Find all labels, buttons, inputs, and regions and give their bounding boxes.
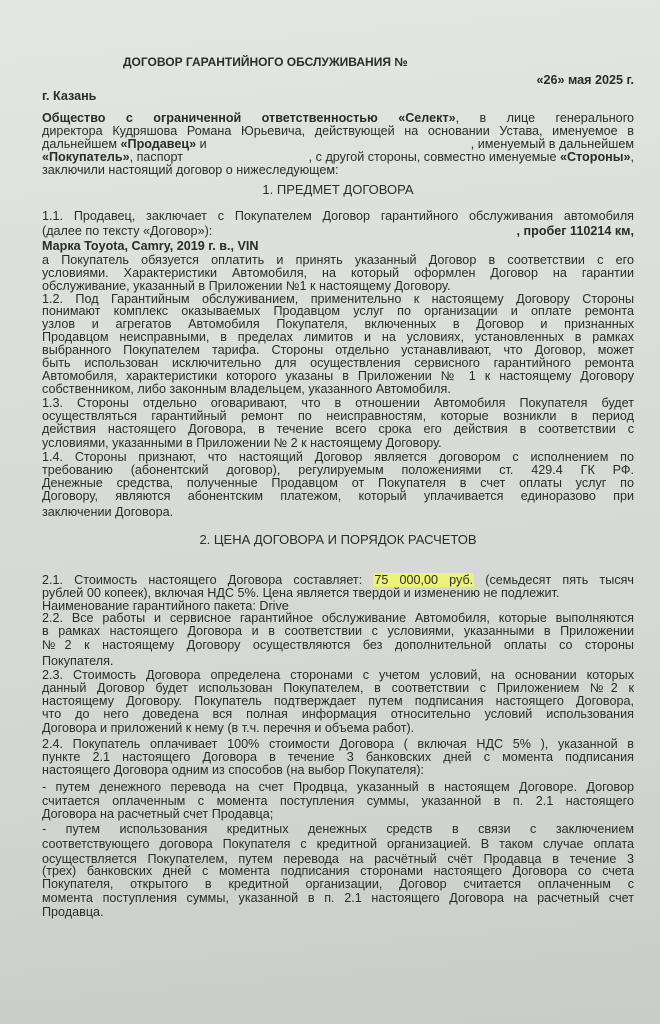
text-segment: 2. ЦЕНА ДОГОВОРА И ПОРЯДОК РАСЧЕТОВ (199, 532, 477, 547)
text-segment: а Покупатель обязуется оплатить и принять указанный Договор в соответствии с его (42, 253, 634, 267)
text-line (42, 681, 634, 695)
text-segment: «26» мая 2025 г. (536, 73, 634, 87)
bold-text: Марка Toyota, Camry, 2019 г. в., VIN (42, 239, 259, 253)
text-line (42, 489, 634, 503)
text-line (42, 209, 634, 223)
text-segment: момента поступления суммы, указанной в п. 2.1 настоящего Договора на расчетный счет (42, 891, 634, 905)
text-segment: обслуживание, указанный в Приложении №1 к настоящему Договору. (42, 279, 451, 293)
text-line (42, 638, 634, 652)
text-segment: Договору, являются абонентским платежом, который уплачивается единоразово при (42, 489, 634, 503)
text-segment: Договора на расчетный счет Продавца; (42, 807, 274, 821)
text-line (42, 586, 634, 600)
text-segment: условиями, указанными в Приложении № 2 к настоящему Договору. (42, 436, 442, 450)
text-line (42, 707, 634, 721)
text-line (42, 343, 634, 357)
text-segment: 1.1. Продавец, заключает с Покупателем Договор гарантийного обслуживания автомобиля (42, 209, 634, 223)
text-line (42, 794, 634, 808)
text-segment: и (196, 137, 207, 151)
text-segment: 1. ПРЕДМЕТ ДОГОВОРА (262, 182, 414, 197)
text-segment: считается оплаченным с момента поступления суммы, указанной в п. 2.1 настоящего (42, 794, 634, 808)
text-line (42, 137, 634, 151)
section-heading (42, 183, 634, 197)
text-line (42, 422, 634, 436)
text-segment: настоящего Договора одним из способов (на выбор Покупателя): (42, 763, 425, 777)
text-segment: заключении Договора. (42, 505, 174, 519)
text-segment: , (630, 150, 634, 164)
text-line (42, 463, 634, 477)
text-segment: ДОГОВОР ГАРАНТИЙНОГО ОБСЛУЖИВАНИЯ № (123, 55, 408, 69)
bold-text: , пробег 110214 км, (516, 224, 634, 238)
text-segment: настоящему Договору. Покупатель подтверждает путем подписания настоящего Договора, (42, 694, 634, 708)
text-line (42, 573, 634, 587)
text-segment: 1.2. Под Гарантийным обслуживанием, применительно к настоящему Договору Стороны (42, 292, 634, 306)
text-segment: дальнейшем (42, 137, 121, 151)
line-left (42, 224, 212, 238)
text-line (42, 763, 634, 777)
text-line (42, 721, 634, 735)
text-line (42, 822, 634, 836)
city (42, 89, 634, 103)
text-segment: , именуемый в дальнейшем (470, 137, 634, 151)
bold-text: «Покупатель» (42, 150, 130, 164)
text-segment: понимают комплекс оказываемых Продавцом услуг по организации и оплате ремонта (42, 304, 634, 318)
text-segment: в рамках настоящего Договора и в соответствии с условиями, указанными в Приложении (42, 624, 634, 638)
line-left (42, 150, 183, 164)
text-line (42, 396, 634, 410)
text-segment: , с другой стороны, совместно именуемые (308, 150, 560, 164)
highlighted-price: 75 000,00 руб. (374, 573, 474, 587)
bold-text: «Стороны» (559, 150, 631, 164)
text-line (42, 163, 634, 177)
text-segment: 2.3. Стоимость Договора определена сторонами с учетом условий, на основании которых (42, 668, 634, 682)
text-segment: 2.4. Покупатель оплачивает 100% стоимости Договора ( включая НДС 5% ), указанной в (42, 737, 634, 751)
text-line (42, 864, 634, 878)
text-segment: - путем использования кредитных денежных средств в связи с заключением (42, 822, 634, 836)
text-segment: что до него доведена вся полная информация относительно условий использования (42, 707, 634, 721)
text-line (42, 266, 634, 280)
text-segment: Автомобиля, характеристики которого указаны в Приложении № 1 к настоящему Договору (42, 369, 634, 383)
section-heading (42, 533, 634, 547)
text-line (42, 409, 634, 423)
text-segment: соответствующего договора Покупателя с кредитной организацией. В таком случае оплата (42, 837, 634, 851)
line-left (42, 137, 207, 151)
text-segment: условиями. Характеристики Автомобиля, на который оформлен Договор на гарантии (42, 266, 634, 280)
text-line (42, 304, 634, 318)
text-line (42, 654, 634, 668)
text-segment: (семьдесят пять тысяч (474, 573, 634, 587)
text-segment: директора Кудряшова Романа Юрьевича, действующей на основании Устава, именуемое в (42, 124, 634, 138)
text-segment: , паспорт (129, 150, 184, 164)
text-segment: Наименование гарантийного пакета: Drive (42, 599, 289, 613)
bold-text: «Продавец» (120, 137, 197, 151)
text-line (42, 624, 634, 638)
text-line (42, 224, 634, 238)
text-line (42, 436, 634, 450)
line-right (309, 150, 634, 164)
text-line (42, 905, 634, 919)
text-segment: осуществляется Покупателем, путем перевода на расчётный счёт Продавца в течение 3 (42, 852, 634, 866)
text-segment: данный Договор будет использован Покупателем, в соответствии с Приложением №2 к (42, 681, 634, 695)
text-line (42, 611, 634, 625)
text-segment: действия настоящего Договора, в течение всего срока его действия в соответствии с (42, 422, 634, 436)
text-line (42, 877, 634, 891)
text-line (42, 737, 634, 751)
text-segment: быть использован исключительно для осуществления сервисного гарантийного ремонта (42, 356, 634, 370)
text-line (42, 356, 634, 370)
text-line (42, 330, 634, 344)
text-line (42, 668, 634, 682)
line-right (471, 137, 634, 151)
text-line (42, 239, 634, 253)
text-line (42, 279, 634, 293)
document-title (123, 55, 408, 69)
text-segment: - путем денежного перевода на счет Продвца, указанный в настоящем Договоре. Договор (42, 780, 634, 794)
text-segment: Договора и приложений к нему (в т.ч. перечня и объема работ). (42, 721, 415, 735)
text-line (42, 253, 634, 267)
text-line (42, 317, 634, 331)
text-segment: узлов и агрегатов Автомобиля Покупателя, включенных в Договор и признанных (42, 317, 634, 331)
text-segment: (трех) банковских дней с момента подписания сторонами настоящего Договора со счета (42, 864, 634, 878)
text-line (42, 780, 634, 794)
text-line (42, 369, 634, 383)
text-segment: (далее по тексту «Договор»): (42, 224, 213, 238)
contract-date (42, 73, 634, 87)
text-segment: 2.1. Стоимость настоящего Договора составляет: (42, 573, 374, 587)
text-line (42, 150, 634, 164)
text-line (42, 450, 634, 464)
text-line (42, 111, 634, 125)
text-line (42, 807, 634, 821)
text-segment: требованию (абонентский договор), регулируемым положениями ст. 429.4 ГК РФ. (42, 463, 634, 477)
text-segment: Продавцом неисправными, в пределах лимитов и на условиях, установленных в рамках (42, 330, 634, 344)
text-segment: 1.4. Стороны признают, что настоящий Договор является договором с исполнением по (42, 450, 634, 464)
text-segment: Продавца. (42, 905, 104, 919)
text-segment: 1.3. Стороны отдельно оговаривают, что в отношении Автомобиля Покупателя будет (42, 396, 634, 410)
text-segment: Денежные средства, полученные Продавцом от Покупателя в счет оплаты услуг по (42, 476, 634, 490)
line-right (517, 224, 634, 238)
text-segment: пункте 2.1 настоящего Договора в течение 3 банковских дней с момента подписания (42, 750, 634, 764)
bold-text: г. Казань (42, 89, 97, 103)
text-segment: 2.2. Все работы и сервисное гарантийное обслуживание Автомобиля, которые выполняются (42, 611, 634, 625)
text-line (42, 891, 634, 905)
text-line (42, 382, 634, 396)
text-segment: рублей 00 копеек), включая НДС 5%. Цена является твердой и изменению не подлежит. (42, 586, 560, 600)
text-line (42, 505, 634, 519)
text-segment: Покупателя. (42, 654, 114, 668)
text-segment: выбранного Покупателем тарифа. Стороны отдельно устанавливают, что Договор, может (42, 343, 634, 357)
text-line (42, 837, 634, 851)
text-segment: Покупателя, открытого в кредитной организации, Договор считается оплаченным с (42, 877, 634, 891)
text-line (42, 694, 634, 708)
text-line (42, 750, 634, 764)
text-line (42, 476, 634, 490)
text-line (42, 124, 634, 138)
text-segment: собственником, либо законным владельцем, указанного Автомобиля. (42, 382, 451, 396)
text-segment: , в лице генерального (455, 111, 635, 125)
text-segment: осуществляться гарантийный ремонт по неисправностям, которые возникли в период (42, 409, 634, 423)
text-segment: №2 к настоящему Договору осуществляются без дополнительной оплаты со стороны (42, 638, 634, 652)
text-segment: заключили настоящий договор о нижеследующем: (42, 163, 339, 177)
bold-text: Общество с ограниченной ответственностью «Селект» (42, 111, 456, 125)
